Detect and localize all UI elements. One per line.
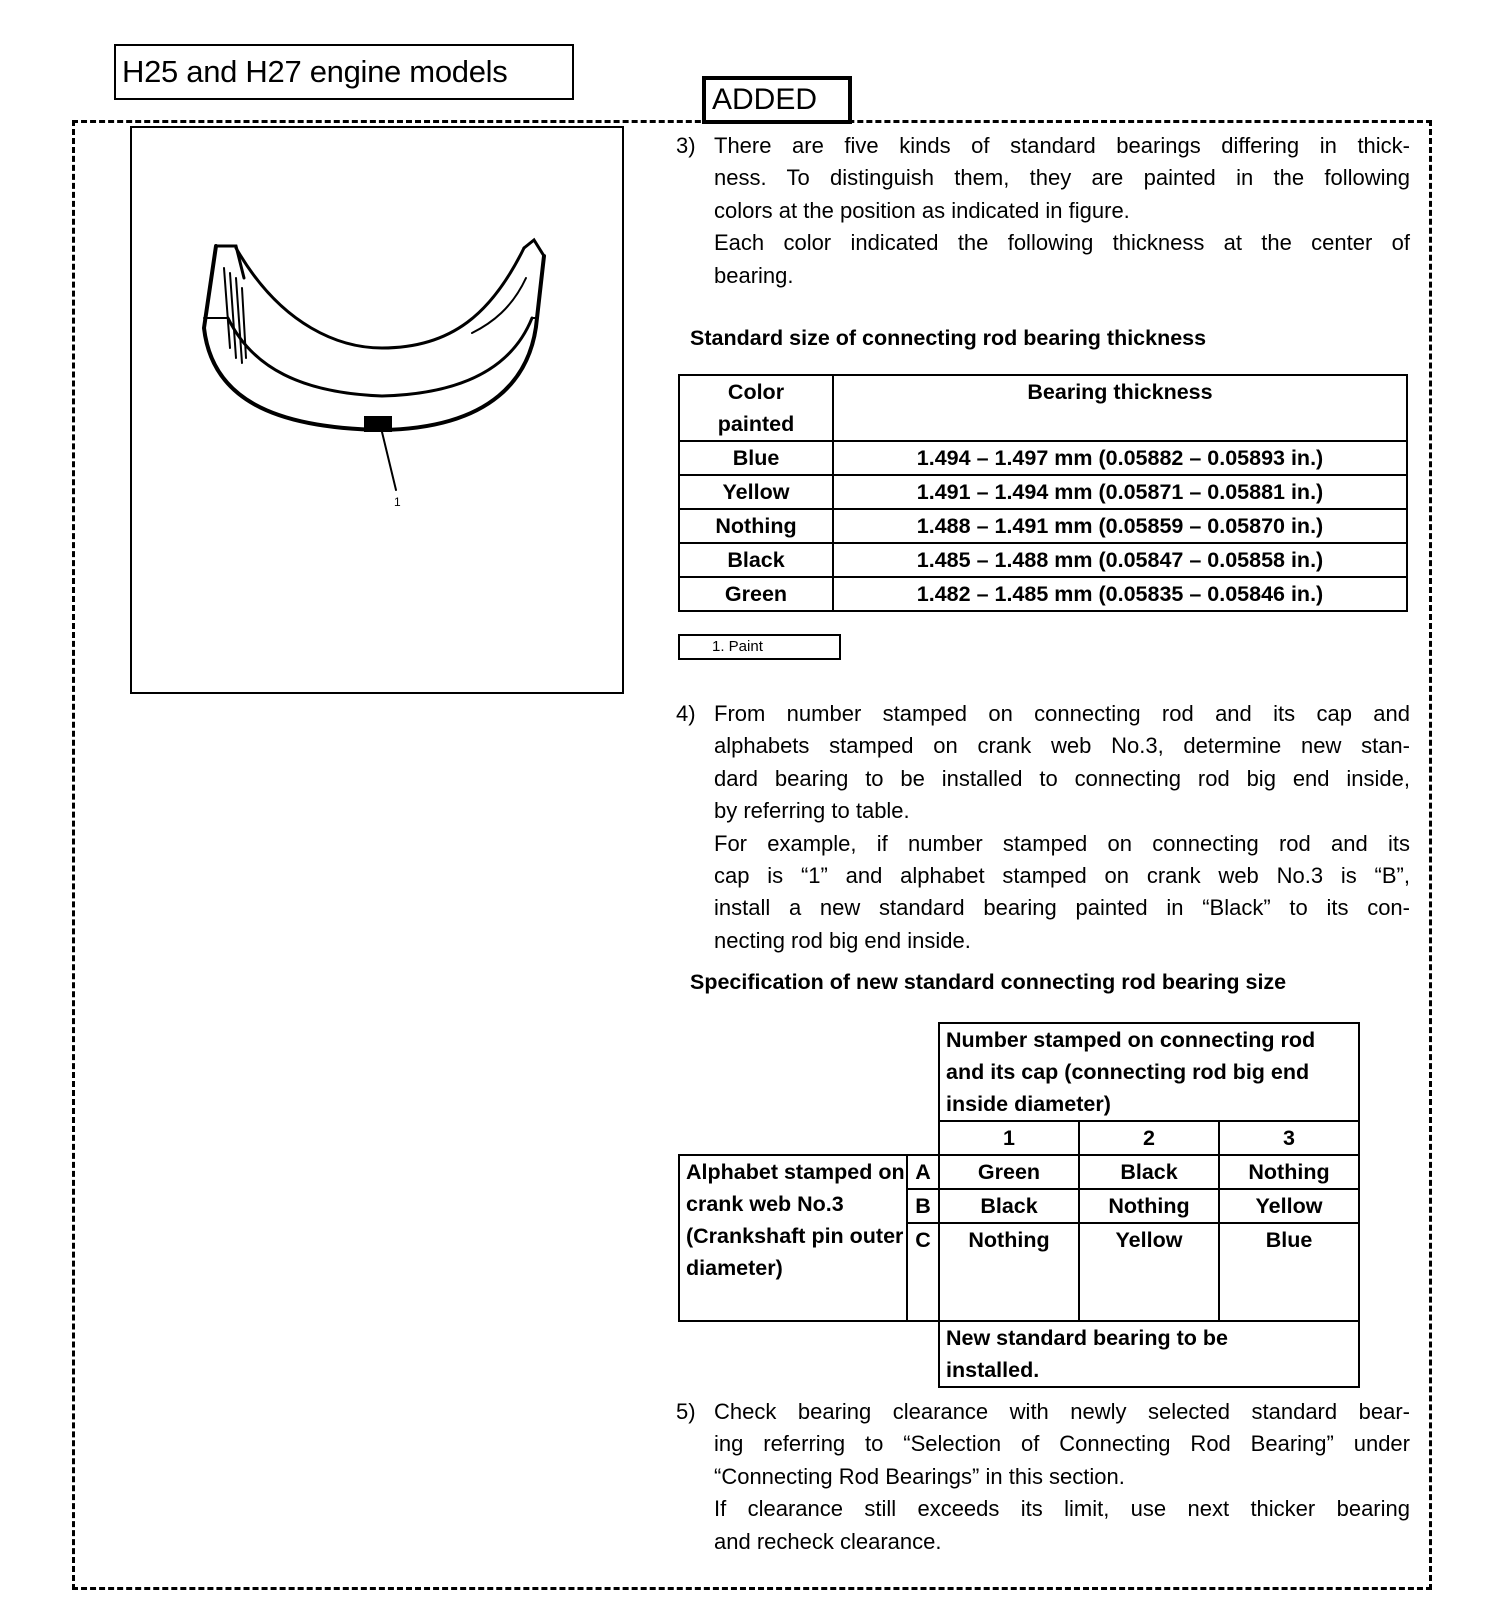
text-line: by referring to table. <box>714 798 910 824</box>
table-header-row <box>679 375 1407 441</box>
thickness-cell: 1.491 – 1.494 mm (0.05871 – 0.05881 in.) <box>833 475 1407 509</box>
step-3-paragraph <box>676 130 1410 292</box>
bearing-color-cell: Yellow <box>1219 1189 1359 1223</box>
table-footer: New standard bearing to be installed. <box>939 1321 1359 1387</box>
blank-cell <box>679 1321 939 1387</box>
column-number: 2 <box>1079 1121 1219 1155</box>
column-number: 3 <box>1219 1121 1359 1155</box>
spec-table <box>678 1022 1360 1388</box>
bearing-color-cell: Nothing <box>939 1223 1079 1321</box>
thickness-cell: 1.485 – 1.488 mm (0.05847 – 0.05858 in.) <box>833 543 1407 577</box>
text-line: dard bearing to be installed to connecting rod big end inside, <box>714 765 1410 791</box>
table-row <box>679 577 1407 611</box>
text-line: install a new standard bearing painted in “Black” to its con- <box>714 895 1410 921</box>
bearing-color-cell: Green <box>939 1155 1079 1189</box>
text-line: and recheck clearance. <box>714 1528 942 1554</box>
bearing-figure <box>130 126 624 694</box>
color-cell: Blue <box>679 441 833 475</box>
table-row <box>679 543 1407 577</box>
bearing-color-cell: Black <box>939 1189 1079 1223</box>
thickness-table <box>678 374 1408 612</box>
row-group-header: Alphabet stamped on crank web No.3 (Crankshaft pin outer diameter) <box>679 1155 907 1321</box>
text-line: ness. To distinguish them, they are painted in the following <box>714 165 1410 191</box>
paint-mark <box>364 416 392 432</box>
color-cell: Black <box>679 543 833 577</box>
row-letter: C <box>907 1223 939 1321</box>
text-line: necting rod big end inside. <box>714 927 971 953</box>
bearing-illustration <box>132 128 622 692</box>
step-number: 4) <box>676 701 696 726</box>
blank-cell <box>679 1023 939 1121</box>
table-row <box>679 441 1407 475</box>
bearing-color-cell: Nothing <box>1079 1189 1219 1223</box>
added-badge: ADDED <box>702 76 852 124</box>
blank-cell <box>679 1121 939 1155</box>
step-4-paragraph <box>676 698 1410 957</box>
spec-table-title: Specification of new standard connecting rod bearing size <box>690 970 1287 994</box>
column-group-header: Number stamped on connecting rod and its cap (connecting rod big end inside diameter) <box>939 1023 1359 1121</box>
thickness-cell: 1.488 – 1.491 mm (0.05859 – 0.05870 in.) <box>833 509 1407 543</box>
text-line: If clearance still exceeds its limit, use next thicker bearing <box>714 1496 1410 1522</box>
callout-number: 1 <box>394 495 401 509</box>
bearing-outer-edge <box>204 246 544 430</box>
thickness-cell: 1.482 – 1.485 mm (0.05835 – 0.05846 in.) <box>833 577 1407 611</box>
color-cell: Green <box>679 577 833 611</box>
text-line: bearing. <box>714 262 794 288</box>
bearing-color-cell: Nothing <box>1219 1155 1359 1189</box>
bearing-color-cell: Yellow <box>1079 1223 1219 1321</box>
text-line: There are five kinds of standard bearings differing in thick- <box>714 133 1410 158</box>
step-number: 3) <box>676 133 696 158</box>
text-line: From number stamped on connecting rod and its cap and <box>714 701 1410 726</box>
thickness-table-title: Standard size of connecting rod bearing thickness <box>690 326 1207 350</box>
bearing-color-cell: Blue <box>1219 1223 1359 1321</box>
table-row <box>679 1155 1359 1189</box>
text-line: colors at the position as indicated in figure. <box>714 197 1130 223</box>
text-line: cap is “1” and alphabet stamped on crank web No.3 is “B”, <box>714 863 1410 889</box>
row-letter: A <box>907 1155 939 1189</box>
text-line: For example, if number stamped on connecting rod and its <box>714 830 1410 856</box>
step-number: 5) <box>676 1399 696 1424</box>
thickness-cell: 1.494 – 1.497 mm (0.05882 – 0.05893 in.) <box>833 441 1407 475</box>
text-line: alphabets stamped on crank web No.3, determine new stan- <box>714 733 1410 759</box>
column-header-color: Color painted <box>679 375 833 441</box>
bearing-color-cell: Black <box>1079 1155 1219 1189</box>
row-letter: B <box>907 1189 939 1223</box>
column-number: 1 <box>939 1121 1079 1155</box>
column-header-thickness: Bearing thickness <box>833 375 1407 441</box>
table-row <box>679 475 1407 509</box>
text-line: ing referring to “Selection of Connecting Rod Bearing” under <box>714 1431 1410 1457</box>
step-5-paragraph <box>676 1396 1410 1558</box>
callout-leader-line <box>382 432 396 490</box>
text-line: Check bearing clearance with newly selected standard bear- <box>714 1399 1410 1424</box>
table-row <box>679 509 1407 543</box>
text-line: “Connecting Rod Bearings” in this section. <box>714 1463 1125 1489</box>
color-cell: Yellow <box>679 475 833 509</box>
engine-model-label: H25 and H27 engine models <box>114 44 574 100</box>
bearing-inner-edge <box>236 248 524 348</box>
text-line: Each color indicated the following thickness at the center of <box>714 230 1410 256</box>
figure-legend: 1. Paint <box>678 634 841 660</box>
color-cell: Nothing <box>679 509 833 543</box>
